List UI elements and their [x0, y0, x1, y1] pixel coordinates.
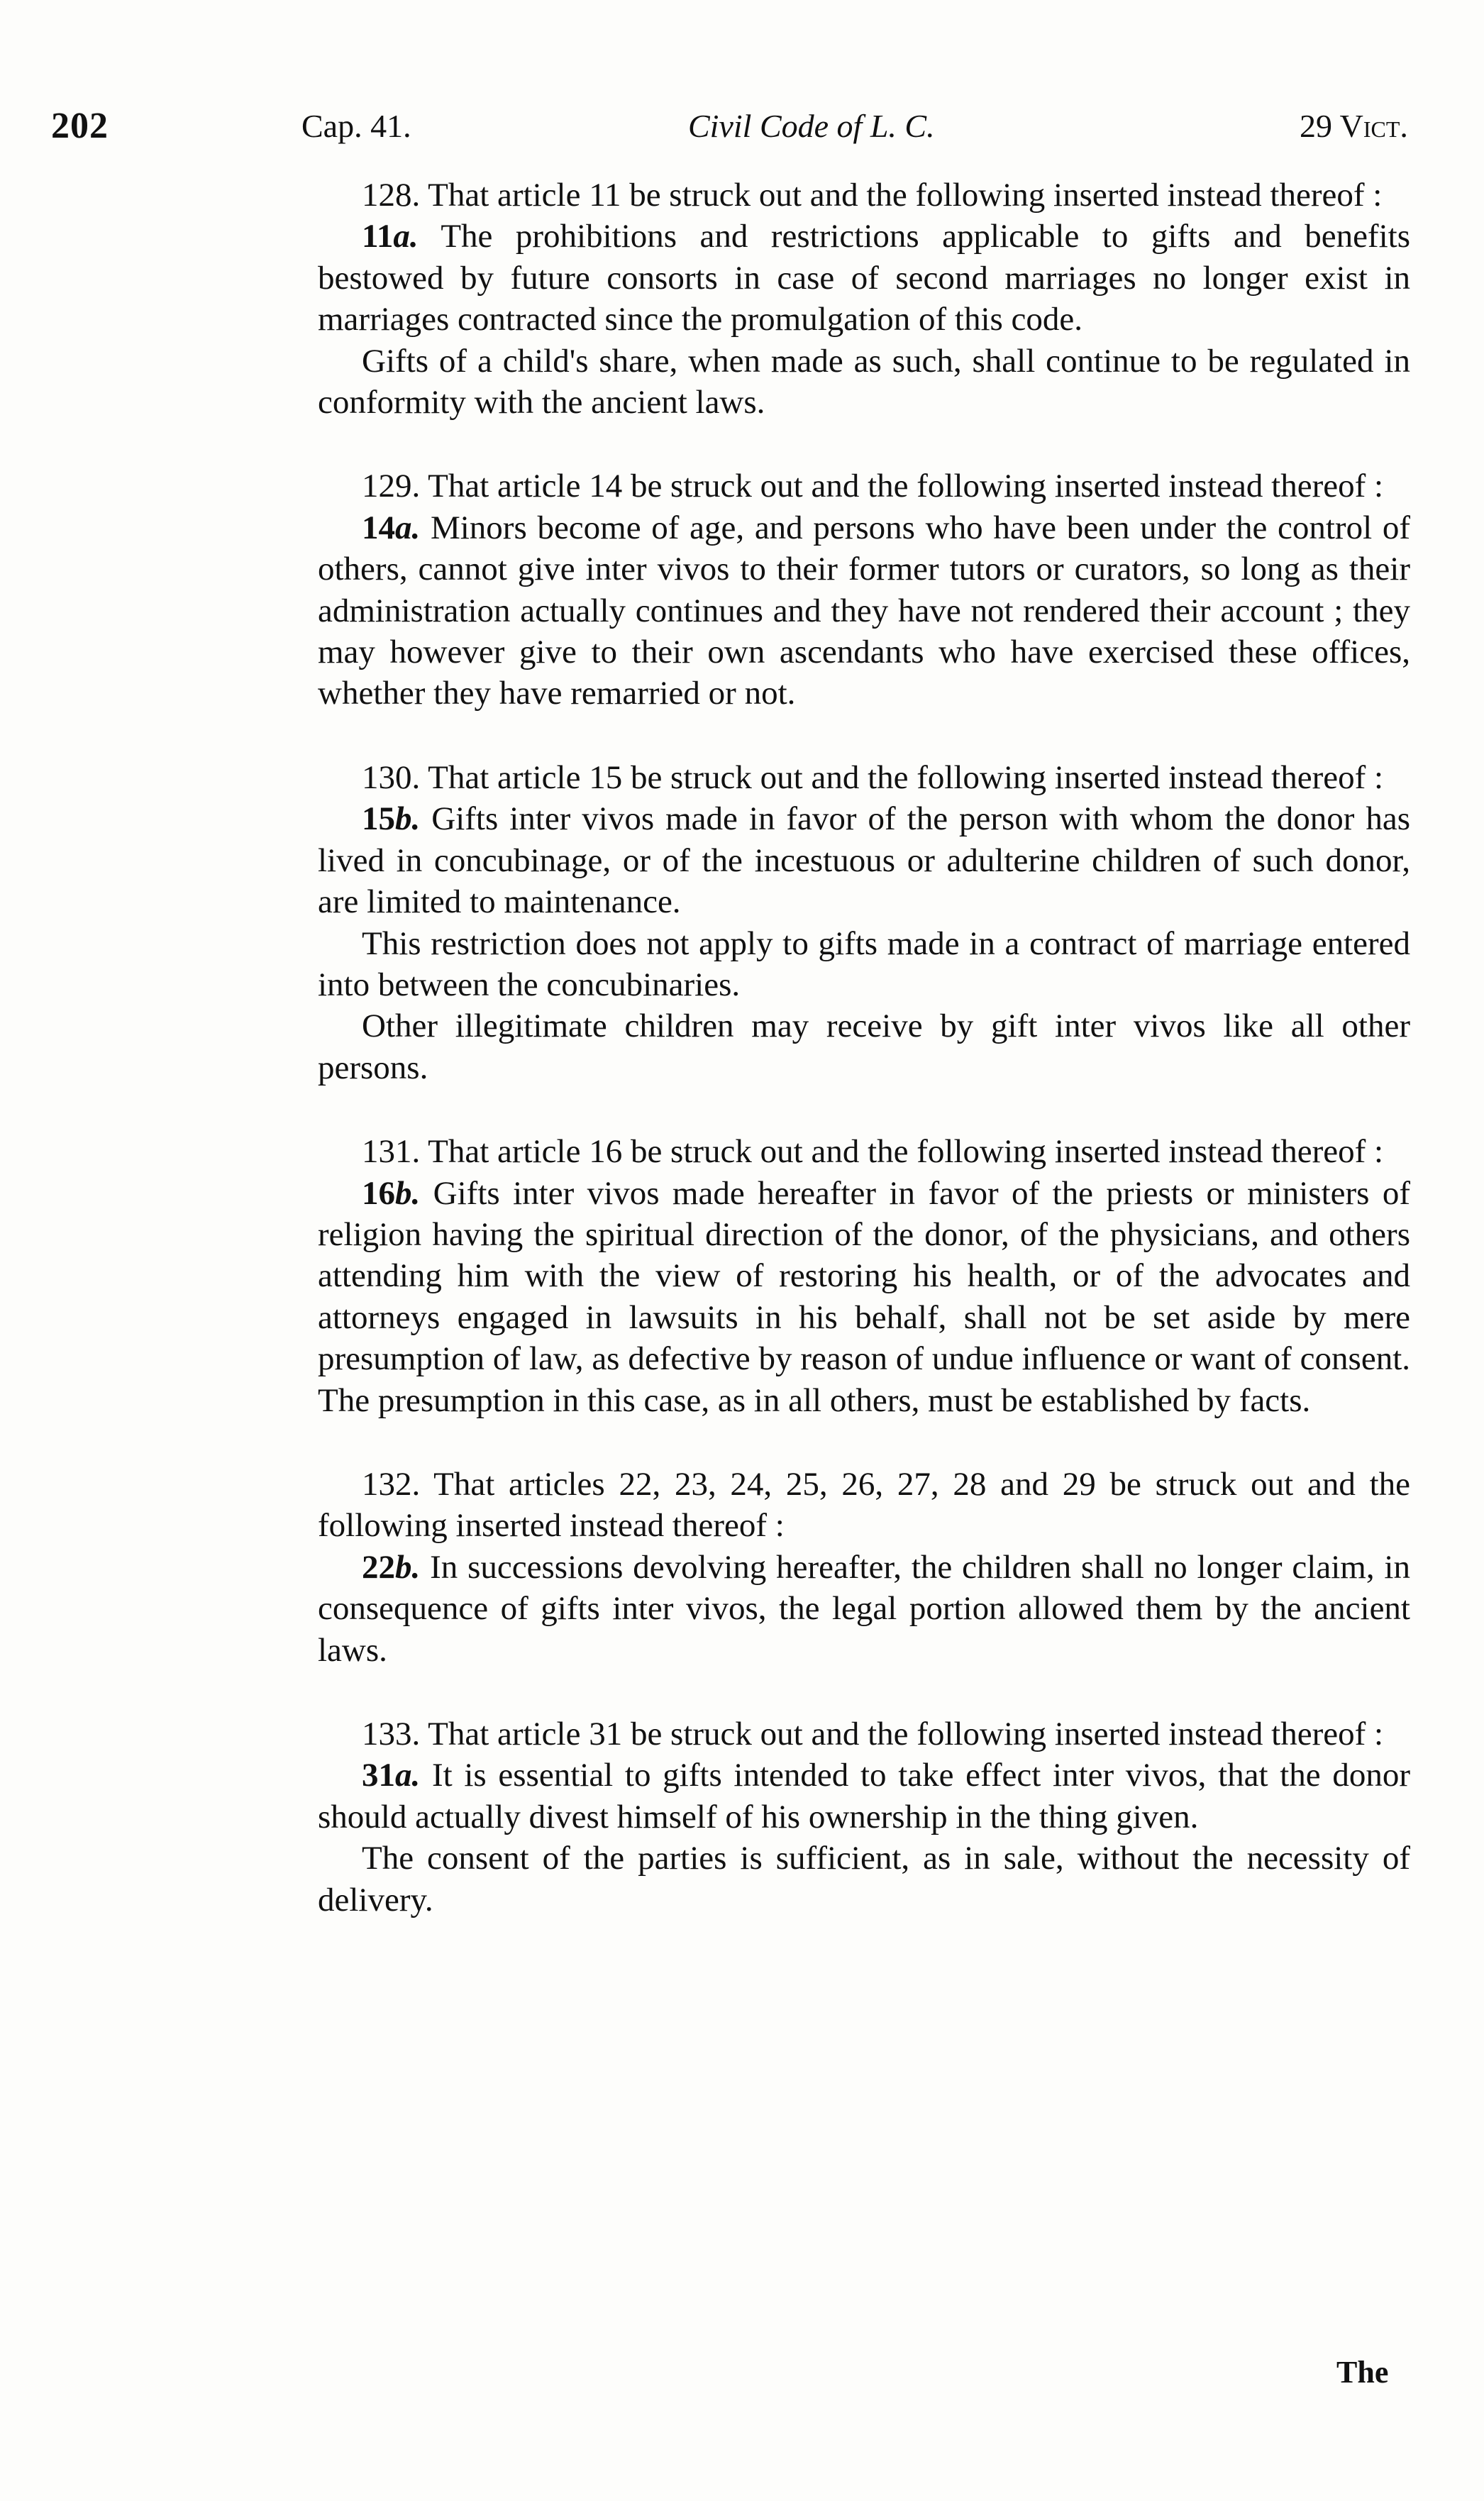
article-intro: 128. That article 11 be struck out and the following inserted instead thereof : — [362, 177, 1383, 214]
article-intro: 130. That article 15 be struck out and the following inserted instead thereof : — [362, 758, 1384, 796]
article-number: 14a. — [362, 509, 421, 546]
article-133 — [318, 1713, 1410, 1921]
article-list — [318, 175, 1410, 1921]
article-intro: 131. That article 16 be struck out and the following inserted instead thereof : — [362, 1133, 1384, 1171]
article-paragraph: 14a. Minors become of age, and persons who have been under the control of others, cannot give inter vivos to their former tutors or curators, so long as their administration actually continues and they have not rendered their account ; they may however give to their own ascendants who have exercised these offices, whether they have remarried or not. — [318, 509, 1410, 712]
article-128 — [318, 175, 1410, 423]
article-number: 31a. — [362, 1757, 421, 1794]
article-paragraph: The consent of the parties is sufficient, as in sale, without the necessity of delivery. — [318, 1840, 1410, 1918]
article-paragraph: Gifts of a child's share, when made as such, shall continue to be regulated in conformity with the ancient laws. — [318, 342, 1410, 421]
article-number: 15b. — [362, 800, 421, 838]
article-intro: 129. That article 14 be struck out and the following inserted instead thereof : — [362, 468, 1384, 505]
article-intro: 133. That article 31 be struck out and the following inserted instead thereof : — [362, 1716, 1384, 1752]
article-132 — [318, 1464, 1410, 1671]
article-paragraph: This restriction does not apply to gifts made in a contract of marriage entered into between the concubinaries. — [318, 924, 1410, 1003]
article-paragraph: 31a. It is essential to gifts intended to take effect inter vivos, that the donor should actually divest himself of his ownership in the thing given. — [318, 1757, 1411, 1835]
article-intro: 132. That articles 22, 23, 24, 25, 26, 27, 28 and 29 be struck out and the following inserted instead thereof : — [318, 1465, 1410, 1545]
article-paragraph: Other illegitimate children may receive by gift inter vivos like all other persons. — [318, 1007, 1410, 1086]
running-title: Civil Code of L. C. — [688, 108, 935, 144]
page-number: 202 — [51, 106, 109, 146]
chapter-label: Cap. 41. — [301, 108, 411, 144]
catchword: The — [1336, 2355, 1389, 2390]
article-paragraph: 16b. Gifts inter vivos made hereafter in favor of the priests or ministers of religion having the spiritual direction of the donor, of the physicians, and others attending him with the view of restoring his health, or of the advocates and attorneys engaged in lawsuits in his behalf, shall not be set aside by mere presumption of law, as defective by reason of undue influence or want of consent. The presumption in this case, as in all others, must be established by facts. — [318, 1174, 1411, 1419]
article-131 — [318, 1131, 1410, 1421]
regnal-year: 29 Vict. — [1300, 108, 1408, 144]
article-paragraph: 22b. In successions devolving hereafter, the children shall no longer claim, in consequence of gifts inter vivos, the legal portion allowed them by the ancient laws. — [318, 1548, 1410, 1669]
article-number: 16b. — [362, 1174, 421, 1212]
article-129 — [318, 465, 1410, 714]
article-number: 22b. — [362, 1548, 421, 1586]
article-paragraph: 11a. The prohibitions and restrictions applicable to gifts and benefits bestowed by future consorts in case of second marriages no longer exist in marriages contracted since the promulgation of this code. — [318, 218, 1410, 338]
article-paragraph: 15b. Gifts inter vivos made in favor of the person with whom the donor has lived in concubinage, or of the incestuous or adulterine children of such donor, are limited to maintenance. — [318, 800, 1411, 921]
running-header — [43, 98, 1412, 155]
article-130 — [318, 757, 1410, 1088]
article-number: 11a. — [362, 218, 419, 255]
